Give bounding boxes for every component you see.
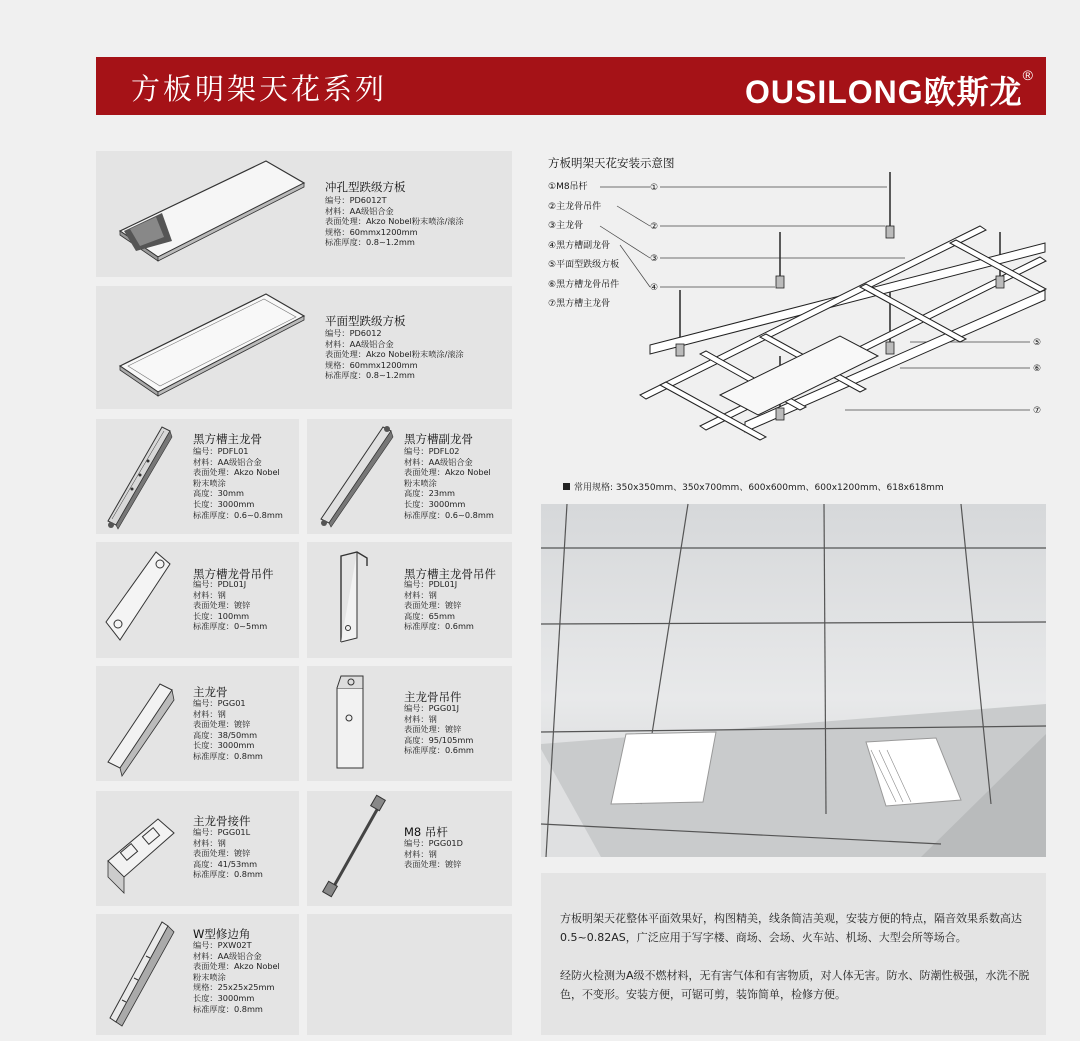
perforated-panel-illustration — [106, 151, 306, 277]
product-specs — [404, 446, 494, 520]
product-card-perforated-panel — [96, 151, 512, 277]
black-main-keel-hanger-illustration — [311, 542, 401, 658]
spec-line: 编号：PDFL02 — [404, 446, 460, 456]
product-specs — [193, 446, 283, 520]
flat-panel-illustration — [106, 286, 306, 409]
spec-line: 长度：3000mm — [193, 992, 255, 1003]
spec-line: 编号：PGG01L — [193, 827, 251, 837]
spec-line: 标准厚度：0~5mm — [193, 621, 268, 632]
spec-line: 粉末喷涂 — [193, 971, 226, 982]
spec-line: 表面处理：镀锌 — [404, 600, 462, 611]
spec-line: 表面处理：镀锌 — [404, 859, 462, 870]
product-title: M8 吊杆 — [404, 825, 448, 839]
product-title: 黑方槽主龙骨吊件 — [404, 567, 496, 581]
product-title: 黑方槽副龙骨 — [404, 432, 473, 446]
product-specs — [404, 703, 474, 756]
spec-line: 编号：PGG01J — [404, 703, 460, 713]
spec-line: 规格：60mmx1200mm — [325, 359, 418, 370]
spec-line: 表面处理：Akzo Nobel粉末喷涂/滚涂 — [325, 349, 464, 360]
spec-line: 高度：23mm — [404, 488, 455, 499]
black-keel-hanger-illustration — [100, 542, 190, 658]
legend-item: ①M8吊杆 — [548, 182, 588, 192]
product-card-w-edge-trim — [96, 914, 299, 1035]
spec-line: 长度：3000mm — [193, 498, 255, 509]
bullet-square-icon — [563, 483, 570, 490]
spec-line: 编号：PDL01J — [404, 579, 458, 589]
common-sizes-text: 常用规格: 350x350mm、350x700mm、600x600mm、600x1200mm、618x618mm — [574, 483, 944, 493]
m8-rod-illustration — [311, 791, 401, 906]
black-sub-keel-illustration — [311, 419, 401, 534]
spec-line: 材料：钢 — [404, 848, 437, 859]
logo-text: OUSILONG欧斯龙 — [744, 74, 1023, 110]
common-sizes — [563, 480, 944, 493]
registered-mark: ® — [1022, 67, 1034, 83]
spec-line: 粉末喷涂 — [404, 477, 437, 488]
product-card-black-keel-hanger — [96, 542, 299, 658]
product-card-main-keel-hanger — [307, 666, 512, 781]
main-keel-connector-illustration — [100, 791, 190, 906]
product-title: 主龙骨 — [193, 685, 228, 699]
spec-line: 高度：38/50mm — [193, 729, 258, 740]
product-card-flat-panel — [96, 286, 512, 409]
product-card-black-main-keel — [96, 419, 299, 534]
callout-2: ② — [650, 222, 659, 232]
product-specs — [404, 579, 474, 632]
diagram-title: 方板明架天花安装示意图 — [548, 156, 675, 170]
spec-line: 材料：钢 — [404, 589, 437, 600]
product-card-main-keel-connector — [96, 791, 299, 906]
spec-line: 高度：41/53mm — [193, 858, 258, 869]
main-keel-illustration — [100, 666, 190, 781]
spec-line: 长度：3000mm — [193, 740, 255, 751]
legend-item: ②主龙骨吊件 — [548, 201, 602, 212]
spec-line: 编号：PD6012T — [325, 195, 387, 205]
product-title: 主龙骨吊件 — [404, 690, 462, 704]
legend-item: ③主龙骨 — [548, 221, 584, 231]
product-title: 冲孔型跌级方板 — [325, 180, 406, 194]
spec-line: 规格：60mmx1200mm — [325, 226, 418, 237]
page-title: 方板明架天花系列 — [131, 72, 388, 106]
product-specs — [325, 195, 464, 248]
spec-line: 材料：AA级铝合金 — [325, 338, 394, 349]
spec-line: 编号：PGG01 — [193, 698, 246, 708]
description-box — [541, 873, 1046, 1035]
spec-line: 表面处理：Akzo Nobel — [193, 961, 280, 972]
spec-line: 长度：3000mm — [404, 498, 466, 509]
description-paragraph: 经防火检测为A级不燃材料，无有害气体和有害物质，对人体无害。防水、防潮性极强，水洗不脱色，不变形。安装方便，可锯可剪，装饰简单，检修方便。 — [560, 969, 1030, 1001]
spec-line: 编号：PXW02T — [193, 940, 252, 950]
product-specs — [193, 940, 280, 1014]
spec-line: 标准厚度：0.8~1.2mm — [325, 237, 415, 248]
spec-line: 材料：钢 — [404, 713, 437, 724]
spec-line: 长度：100mm — [193, 610, 250, 621]
product-specs — [325, 328, 464, 381]
product-title: 平面型跌级方板 — [325, 314, 406, 328]
product-specs — [404, 838, 463, 870]
product-card-m8-rod — [307, 791, 512, 906]
callout-4: ④ — [650, 283, 659, 293]
description-paragraph: 方板明架天花整体平面效果好，构图精美，线条简洁美观，安装方便的特点，隔音效果系数高达0.5~0.82AS，广泛应用于写字楼、商场、会场、火车站、机场、大型会所等场合。 — [560, 912, 1022, 944]
spec-line: 编号：PDFL01 — [193, 446, 249, 456]
spec-line: 表面处理：Akzo Nobel — [404, 467, 491, 478]
spec-line: 规格：25x25x25mm — [193, 982, 275, 993]
brand-logo — [745, 67, 1034, 113]
spec-line: 编号：PGG01D — [404, 838, 463, 848]
spec-line: 编号：PD6012 — [325, 328, 382, 338]
product-card-main-keel — [96, 666, 299, 781]
product-title: 黑方槽龙骨吊件 — [193, 567, 274, 581]
w-edge-trim-illustration — [100, 914, 190, 1035]
product-title: 主龙骨接件 — [193, 814, 251, 828]
spec-line: 材料：钢 — [193, 708, 226, 719]
installation-diagram — [540, 150, 1040, 495]
spec-line: 表面处理：镀锌 — [193, 848, 251, 859]
spec-line: 表面处理：镀锌 — [193, 600, 251, 611]
spec-line: 高度：95/105mm — [404, 734, 474, 745]
header-banner — [96, 57, 1046, 115]
spec-line: 标准厚度：0.8mm — [193, 1003, 263, 1014]
ceiling-photo — [541, 504, 1046, 857]
product-specs — [193, 698, 263, 762]
product-specs — [193, 827, 263, 880]
black-main-keel-illustration — [100, 419, 190, 534]
legend-item: ④黑方槽副龙骨 — [548, 240, 611, 251]
spec-line: 粉末喷涂 — [193, 477, 226, 488]
spec-line: 材料：AA级铝合金 — [404, 456, 473, 467]
spec-line: 高度：30mm — [193, 488, 244, 499]
product-specs — [193, 579, 267, 632]
callout-5: ⑤ — [1033, 338, 1042, 348]
product-card-black-main-keel-hanger — [307, 542, 512, 658]
callout-1: ① — [650, 183, 659, 193]
spec-line: 材料：钢 — [193, 837, 226, 848]
spec-line: 标准厚度：0.8mm — [193, 869, 263, 880]
spec-line: 表面处理：Akzo Nobel粉末喷涂/滚涂 — [325, 216, 464, 227]
spec-line: 高度：65mm — [404, 610, 455, 621]
spec-line: 材料：AA级铝合金 — [193, 456, 262, 467]
spec-line: 标准厚度：0.6mm — [404, 621, 474, 632]
spec-line: 标准厚度：0.6~0.8mm — [404, 509, 494, 520]
spec-line: 标准厚度：0.8~1.2mm — [325, 370, 415, 381]
callout-3: ③ — [650, 254, 659, 264]
spec-line: 标准厚度：0.6mm — [404, 745, 474, 756]
spec-line: 材料：AA级铝合金 — [325, 205, 394, 216]
legend-item: ⑤平面型跌级方板 — [548, 260, 620, 270]
spec-line: 材料：AA级铝合金 — [193, 950, 262, 961]
spec-line: 编号：PDL01J — [193, 579, 247, 589]
spec-line: 材料：钢 — [193, 589, 226, 600]
legend-item: ⑦黑方槽主龙骨 — [548, 299, 611, 309]
spec-line: 标准厚度：0.6~0.8mm — [193, 509, 283, 520]
spec-line: 表面处理：镀锌 — [193, 719, 251, 730]
product-title: W型修边角 — [193, 927, 251, 941]
spec-line: 表面处理：镀锌 — [404, 724, 462, 735]
spec-line: 标准厚度：0.8mm — [193, 750, 263, 761]
spec-line: 表面处理：Akzo Nobel — [193, 467, 280, 478]
callout-7: ⑦ — [1033, 406, 1042, 416]
product-title: 黑方槽主龙骨 — [193, 432, 262, 446]
empty-card — [307, 914, 512, 1035]
product-card-black-sub-keel — [307, 419, 512, 534]
callout-6: ⑥ — [1033, 364, 1042, 374]
legend-item: ⑥黑方槽龙骨吊件 — [548, 279, 620, 290]
main-keel-hanger-illustration — [311, 666, 401, 781]
